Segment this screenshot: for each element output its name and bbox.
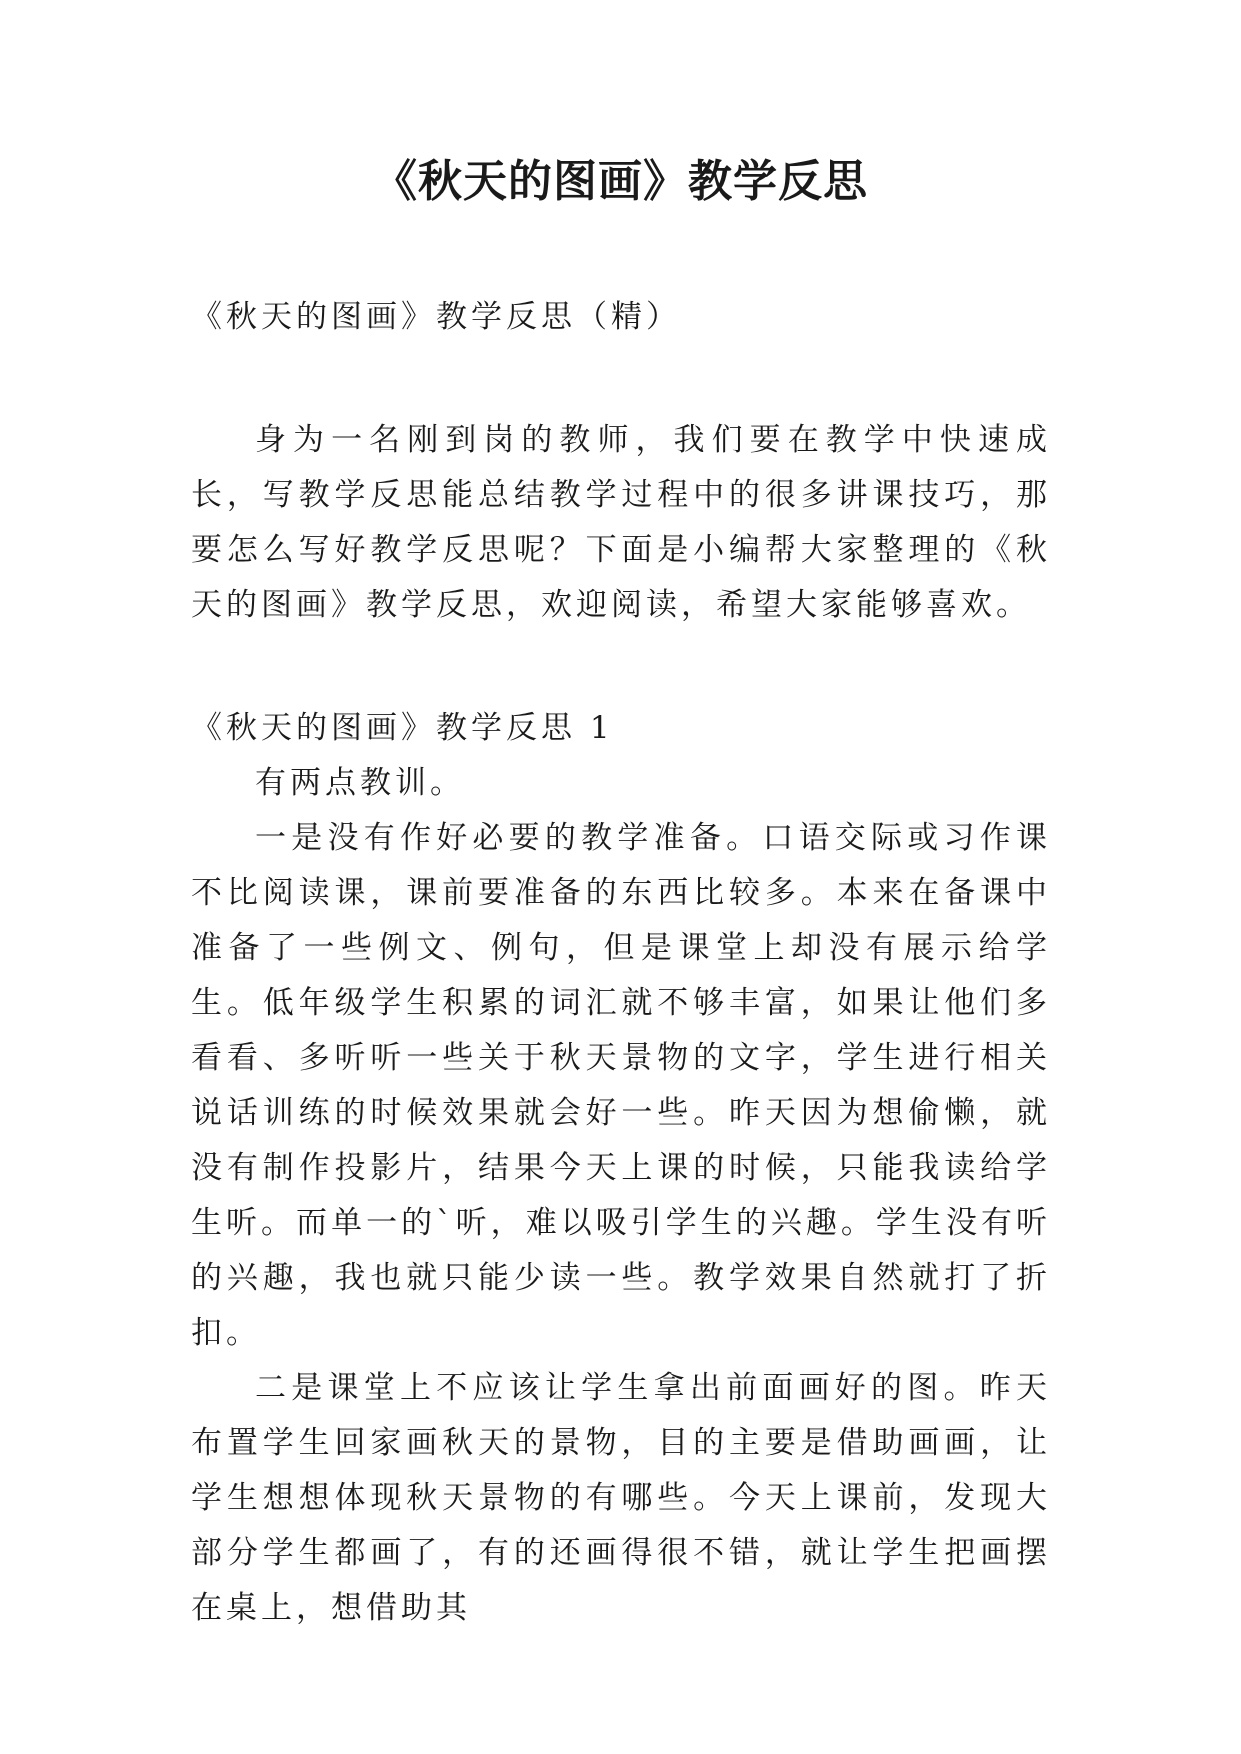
intro-paragraph: 身为一名刚到岗的教师，我们要在教学中快速成长，写教学反思能总结教学过程中的很多讲课技巧，那要怎么写好教学反思呢？下面是小编帮大家整理的《秋天的图画》教学反思，欢迎阅读，希望大家能够喜欢。 [191, 422, 1051, 623]
document-body [191, 290, 1051, 1636]
body-paragraph: 有两点教训。 [255, 765, 465, 801]
document-title: 《秋天的图画》教学反思 [373, 156, 868, 207]
spacer [191, 345, 1051, 413]
body-paragraph: 二是课堂上不应该让学生拿出前面画好的图。昨天布置学生回家画秋天的景物，目的主要是借助画画，让学生想想体现秋天景物的有哪些。今天上课前，发现大部分学生都画了，有的还画得很不错，就让学生把画摆在桌上，想借助其 [191, 1370, 1051, 1626]
spacer [191, 633, 1051, 701]
section-heading: 《秋天的图画》教学反思 1 [191, 710, 614, 746]
body-paragraph: 一是没有作好必要的教学准备。口语交际或习作课不比阅读课，课前要准备的东西比较多。本来在备课中准备了一些例文、例句，但是课堂上却没有展示给学生。低年级学生积累的词汇就不够丰富，如果让他们多看看、多听听一些关于秋天景物的文字，学生进行相关说话训练的时候效果就会好一些。昨天因为想偷懒，就没有制作投影片，结果今天上课的时候，只能我读给学生听。而单一的`听，难以吸引学生的兴趣。学生没有听的兴趣，我也就只能少读一些。教学效果自然就打了折扣。 [191, 820, 1051, 1351]
document-subtitle: 《秋天的图画》教学反思（精） [191, 299, 681, 335]
